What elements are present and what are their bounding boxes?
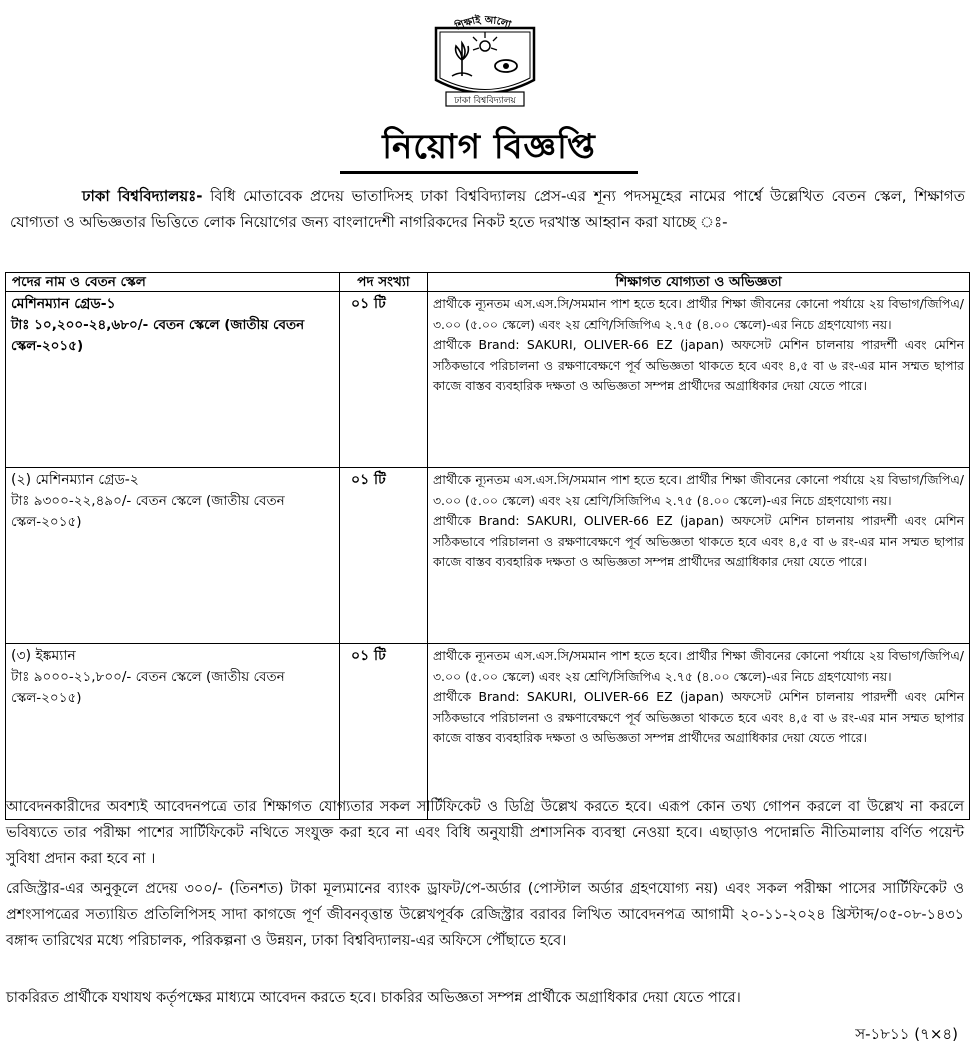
qualification-experience: প্রার্থীকে Brand: SAKURI, OLIVER-66 EZ (japan) অফসেট মেশিন চালনায় পারদর্শী এবং মেশিন সঠিকভাবে পরিচালনা ও রক্ষণাবেক্ষণে পূর্ব অভিজ্ঞতা থাকতে হবে এবং ৪,৫ বা ৬ রং-এর মান সম্মত ছাপার কাজে বাস্তব ব্যবহারিক দক্ষতা ও অভিজ্ঞতা সম্পন্ন প্রার্থীদের অগ্রাধিকার দেয়া যেতে পারে। xyxy=(433,689,964,745)
count-cell xyxy=(340,468,428,644)
pay-scale: টাঃ ৯০০০-২১,৮০০/- বেতন স্কেলে (জাতীয় বেতন স্কেল-২০১৫) xyxy=(11,669,285,706)
post-name: (৩) ইঙ্কম্যান xyxy=(11,648,76,664)
qualification-experience: প্রার্থীকে Brand: SAKURI, OLIVER-66 EZ (japan) অফসেট মেশিন চালনায় পারদর্শী এবং মেশিন সঠিকভাবে পরিচালনা ও রক্ষণাবেক্ষণে পূর্ব অভিজ্ঞতা থাকতে হবে এবং ৪,৫ বা ৬ রং-এর মান সম্মত ছাপার কাজে বাস্তব ব্যবহারিক দক্ষতা ও অভিজ্ঞতা সম্পন্ন প্রার্থীদের অগ্রাধিকার দেয়া যেতে পারে। xyxy=(433,337,964,393)
qualification-experience: প্রার্থীকে Brand: SAKURI, OLIVER-66 EZ (japan) অফসেট মেশিন চালনায় পারদর্শী এবং মেশিন সঠিকভাবে পরিচালনা ও রক্ষণাবেক্ষণে পূর্ব অভিজ্ঞতা থাকতে হবে এবং ৪,৫ বা ৬ রং-এর মান সম্মত ছাপার কাজে বাস্তব ব্যবহারিক দক্ষতা ও অভিজ্ঞতা সম্পন্ন প্রার্থীদের অগ্রাধিকার দেয়া যেতে পারে। xyxy=(433,513,964,569)
post-count: ০১ টি xyxy=(351,648,386,664)
post-name: মেশিনম্যান গ্রেড-১ xyxy=(11,296,116,312)
header-qualification: শিক্ষাগত যোগ্যতা ও অভিজ্ঞতা xyxy=(428,273,970,292)
employed-candidates-paragraph: চাকরিরত প্রার্থীকে যথাযথ কর্তৃপক্ষের মাধ্যমে আবেদন করতে হবে। চাকরির অভিজ্ঞতা সম্পন্ন প্রার্থীকে অগ্রাধিকার দেয়া যেতে পারে। xyxy=(6,990,741,1006)
header-post-count: পদ সংখ্যা xyxy=(340,273,428,292)
table-header-row xyxy=(6,273,970,292)
university-seal-logo xyxy=(424,10,546,110)
post-name: (২) মেশিনম্যান গ্রেড-২ xyxy=(11,472,139,488)
table-row xyxy=(6,468,970,644)
qualification-education: প্রার্থীকে ন্যূনতম এস.এস.সি/সমমান পাশ হতে হবে। প্রার্থীর শিক্ষা জীবনের কোনো পর্যায়ে ২য় বিভাগ/জিপিএ/ ৩.০০ (৫.০০ স্কেলে) এবং ২য় শ্রেণি/সিজিপিএ ২.৭৫ (৪.০০ স্কেলে)-এর নিচে গ্রহণযোগ্য নয়। xyxy=(433,472,964,508)
count-cell xyxy=(340,292,428,468)
qualification-cell xyxy=(428,292,970,468)
pay-scale: টাঃ ১০,২০০-২৪,৬৮০/- বেতন স্কেলে (জাতীয় বেতন স্কেল-২০১৫) xyxy=(11,317,305,354)
seal-bottom-text: ঢাকা বিশ্ববিদ্যালয় xyxy=(454,96,516,106)
reference-number: স-১৮১১ (৭×৪) xyxy=(855,1025,958,1043)
application-instructions-paragraph: রেজিস্ট্রার-এর অনুকূলে প্রদেয় ৩০০/- (তিনশত) টাকা মূল্যমানের ব্যাংক ড্রাফট/পে-অর্ডার (পোস্টাল অর্ডার গ্রহণযোগ্য নয়) এবং সকল পরীক্ষা পাসের সার্টিফিকেট ও প্রশংসাপত্রের সত্যায়িত প্রতিলিপিসহ সাদা কাগজে পূর্ণ জীবনবৃত্তান্ত উল্লেখপূর্বক রেজিস্ট্রার বরাবর লিখিত আবেদনপত্র আগামী ২০-১১-২০২৪ খ্রিস্টাব্দ/০৫-০৮-১৪৩১ বঙ্গাব্দ তারিখের মধ্যে পরিচালক, পরিকল্পনা ও উন্নয়ন, ঢাকা বিশ্ববিদ্যালয়-এর অফিসে পৌঁছাতে হবে। xyxy=(6,881,964,949)
qualification-education: প্রার্থীকে ন্যূনতম এস.এস.সি/সমমান পাশ হতে হবে। প্রার্থীর শিক্ষা জীবনের কোনো পর্যায়ে ২য় বিভাগ/জিপিএ/ ৩.০০ (৫.০০ স্কেলে) এবং ২য় শ্রেণি/সিজিপিএ ২.৭৫ (৪.০০ স্কেলে)-এর নিচে গ্রহণযোগ্য নয়। xyxy=(433,648,964,684)
post-count: ০১ টি xyxy=(351,296,386,312)
notice-heading: নিয়োগ বিজ্ঞপ্তি xyxy=(382,126,596,167)
intro-org: ঢাকা বিশ্ববিদ্যালয়ঃ- xyxy=(82,187,203,205)
post-cell xyxy=(6,292,340,468)
intro-text: বিধি মোতাবেক প্রদেয় ভাতাদিসহ ঢাকা বিশ্ববিদ্যালয় প্রেস-এর শূন্য পদসমূহের নামের পার্শ্বে উল্লেখিত বেতন স্কেল, শিক্ষাগত যোগ্যতা ও অভিজ্ঞতার ভিত্তিতে লোক নিয়োগের জন্য বাংলাদেশী নাগরিকদের নিকট হতে দরখাস্ত আহ্বান করা যাচ্ছে ঃ- xyxy=(10,187,965,231)
intro-paragraph xyxy=(10,183,965,235)
svg-text:শিক্ষাই আলো: শিক্ষাই আলো xyxy=(453,14,513,33)
pay-scale: টাঃ ৯৩০০-২২,৪৯০/- বেতন স্কেলে (জাতীয় বেতন স্কেল-২০১৫) xyxy=(11,493,285,530)
qualification-education: প্রার্থীকে ন্যূনতম এস.এস.সি/সমমান পাশ হতে হবে। প্রার্থীর শিক্ষা জীবনের কোনো পর্যায়ে ২য় বিভাগ/জিপিএ/ ৩.০০ (৫.০০ স্কেলে) এবং ২য় শ্রেণি/সিজিপিএ ২.৭৫ (৪.০০ স্কেলে)-এর নিচে গ্রহণযোগ্য নয়। xyxy=(433,296,964,332)
post-cell xyxy=(6,468,340,644)
posts-table xyxy=(5,272,970,820)
qualification-cell xyxy=(428,468,970,644)
certificate-note-paragraph: আবেদনকারীদের অবশ্যই আবেদনপত্রে তার শিক্ষাগত যোগ্যতার সকল সার্টিফিকেট ও ডিগ্রি উল্লেখ করতে হবে। এরূপ কোন তথ্য গোপন করলে বা উল্লেখ না করলে ভবিষ্যতে তার পরীক্ষা পাশের সার্টিফিকেট নথিতে সংযুক্ত করা হবে না এবং বিধি অনুযায়ী প্রশাসনিক ব্যবস্থা নেওয়া হবে। এছাড়াও পদোন্নতি নীতিমালায় বর্ণিত পয়েন্ট সুবিধা প্রদান করা হবে না । xyxy=(6,799,964,867)
table-row xyxy=(6,292,970,468)
post-count: ০১ টি xyxy=(351,472,386,488)
header-post-name: পদের নাম ও বেতন স্কেল xyxy=(6,273,340,292)
heading-underline xyxy=(340,122,638,174)
